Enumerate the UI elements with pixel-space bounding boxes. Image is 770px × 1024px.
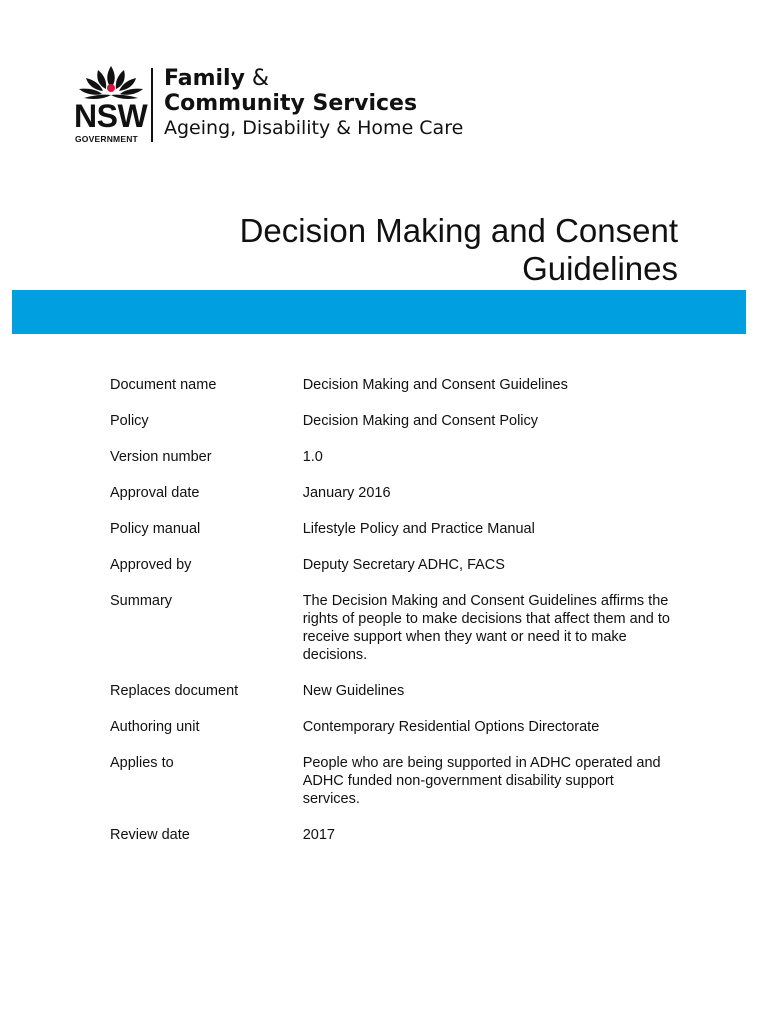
- details-label: Review date: [110, 827, 190, 843]
- details-row: [110, 448, 670, 484]
- nsw-wordmark: NSW: [74, 98, 148, 134]
- details-value: Contemporary Residential Options Directorate: [302, 719, 600, 735]
- organisation-logo: [72, 64, 464, 144]
- document-details-table: [110, 376, 670, 862]
- details-label: Policy: [110, 413, 149, 429]
- details-label: Version number: [110, 449, 212, 465]
- brand-family-word: Family: [164, 66, 245, 91]
- accent-band: [12, 290, 746, 334]
- brand-division: Ageing, Disability & Home Care: [164, 117, 464, 139]
- details-row: [110, 556, 670, 592]
- document-title-line-2: Guidelines: [522, 250, 678, 287]
- details-value: Decision Making and Consent Guidelines: [302, 377, 568, 393]
- details-value: Lifestyle Policy and Practice Manual: [302, 521, 535, 537]
- details-label: Approval date: [110, 485, 200, 501]
- brand-community-services: Community Services: [164, 91, 418, 116]
- details-row: [110, 484, 670, 520]
- details-value: New Guidelines: [302, 683, 405, 699]
- details-label: Applies to: [110, 755, 174, 771]
- details-row: [110, 826, 670, 862]
- brand-ampersand: &: [244, 66, 270, 91]
- details-label: Summary: [110, 593, 173, 609]
- government-wordmark: GOVERNMENT: [75, 134, 138, 144]
- details-value: 2017: [302, 827, 335, 843]
- details-value: Decision Making and Consent Policy: [302, 413, 539, 429]
- details-row: [110, 592, 670, 682]
- brand-family: [164, 66, 269, 92]
- document-title: [178, 212, 678, 288]
- details-value: The Decision Making and Consent Guidelines affirms the rights of people to make decisions that affect them and to receive support when they want or need it to make decisions.: [302, 593, 670, 663]
- details-row: [110, 682, 670, 718]
- details-label: Replaces document: [110, 683, 239, 699]
- details-value: People who are being supported in ADHC operated and ADHC funded non-government disability support services.: [302, 755, 661, 807]
- details-value: January 2016: [302, 485, 391, 501]
- details-row: [110, 718, 670, 754]
- details-value: Deputy Secretary ADHC, FACS: [302, 557, 505, 573]
- details-label: Document name: [110, 377, 217, 393]
- document-title-line-1: Decision Making and Consent: [239, 212, 678, 249]
- details-label: Policy manual: [110, 521, 201, 537]
- details-value: 1.0: [302, 449, 323, 465]
- details-label: Approved by: [110, 557, 192, 573]
- details-row: [110, 376, 670, 412]
- details-label: Authoring unit: [110, 719, 200, 735]
- details-row: [110, 754, 670, 826]
- logo-divider: [151, 68, 153, 142]
- details-row: [110, 412, 670, 448]
- details-row: [110, 520, 670, 556]
